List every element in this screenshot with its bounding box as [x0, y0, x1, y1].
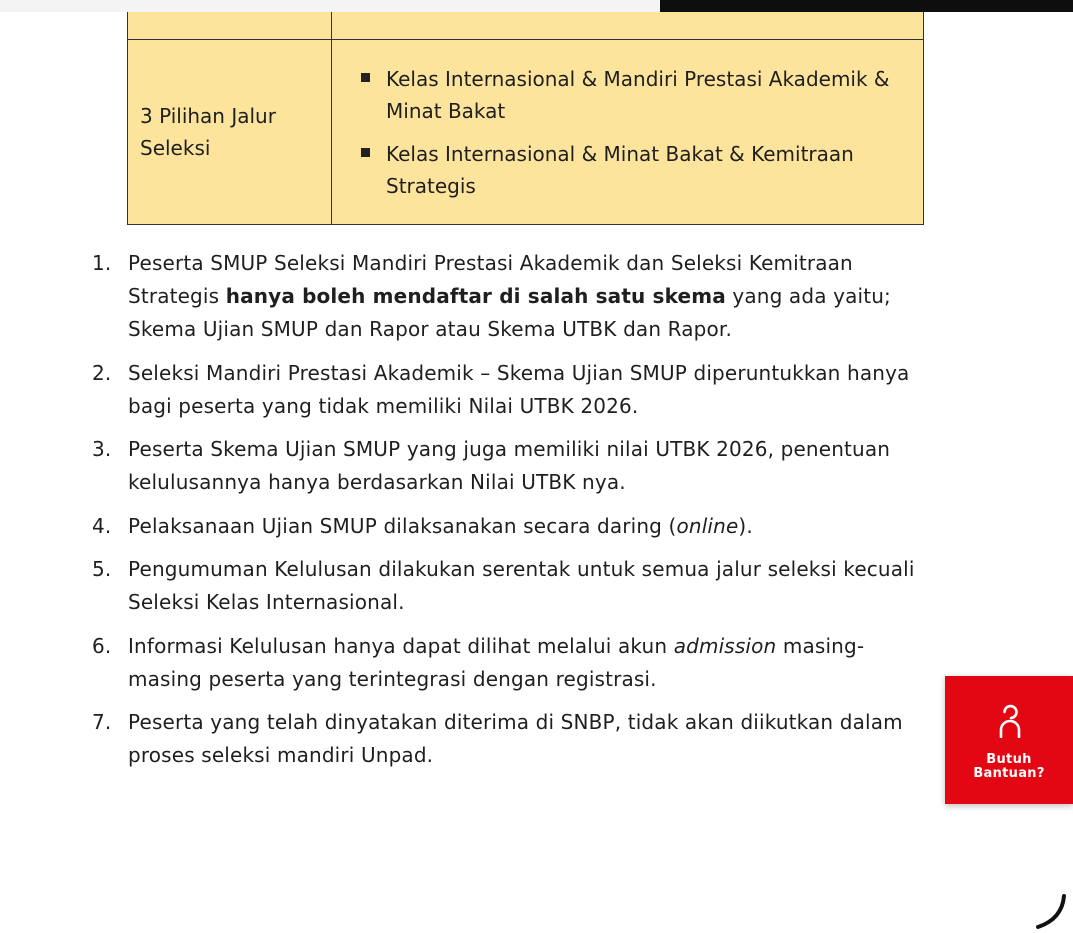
note-number: 4.: [92, 513, 112, 538]
help-label: [945, 753, 1073, 781]
table-cell: [332, 12, 924, 40]
note-text: masing-masing peserta yang terintegrasi dengan registrasi.: [128, 633, 865, 691]
help-label-line: Butuh: [986, 752, 1032, 767]
note-text: ).: [738, 513, 753, 538]
top-bar-light: [0, 0, 660, 12]
note-item: [92, 706, 937, 772]
note-text: Seleksi Mandiri Prestasi Akademik – Skema Ujian SMUP diperuntukkan hanya bagi peserta yang tidak memiliki Nilai UTBK 2026.: [128, 360, 910, 418]
support-person-icon: [998, 702, 1022, 738]
note-emphasis: hanya boleh mendaftar di salah satu skema: [225, 284, 726, 308]
note-italic: admission: [673, 633, 777, 658]
note-text: Pelaksanaan Ujian SMUP dilaksanakan secara daring (: [128, 513, 677, 538]
list-item: Kelas Internasional & Mandiri Prestasi Akademik & Minat Bakat: [386, 63, 903, 127]
note-item: [92, 510, 937, 543]
note-item: [92, 433, 937, 499]
loading-spinner-icon: [1034, 893, 1070, 931]
note-number: 1.: [92, 251, 112, 275]
note-item: [92, 553, 937, 619]
note-item: [92, 630, 937, 696]
notes-list: [92, 247, 937, 783]
note-item: [92, 247, 937, 346]
note-item: [92, 357, 937, 423]
top-bar-dark: [660, 0, 1073, 12]
note-italic: online: [676, 513, 739, 538]
note-number: 5.: [92, 557, 112, 581]
options-cell: [332, 40, 924, 225]
note-number: 6.: [92, 633, 112, 658]
list-item: Kelas Internasional & Minat Bakat & Kemitraan Strategis: [386, 138, 903, 202]
table-row-partial: [128, 12, 924, 40]
note-text: Peserta Skema Ujian SMUP yang juga memiliki nilai UTBK 2026, penentuan kelulusannya hanya berdasarkan Nilai UTBK nya.: [128, 437, 891, 494]
table-cell: [128, 12, 332, 40]
note-text: yang ada yaitu; Skema Ujian SMUP dan Rapor atau Skema UTBK dan Rapor.: [128, 284, 891, 341]
row-label: 3 Pilihan Jalur Seleksi: [128, 40, 332, 225]
note-text: Peserta yang telah dinyatakan diterima di SNBP, tidak akan diikutkan dalam proses seleksi mandiri Unpad.: [128, 710, 903, 767]
help-button[interactable]: [945, 676, 1073, 804]
note-text: Pengumuman Kelulusan dilakukan serentak untuk semua jalur seleksi kecuali Seleksi Kelas Internasional.: [128, 557, 915, 614]
note-number: 3.: [92, 437, 112, 461]
table-row: [128, 40, 924, 225]
selection-table: [127, 12, 924, 225]
note-number: 7.: [92, 710, 112, 734]
options-list: [332, 45, 923, 220]
note-number: 2.: [92, 360, 112, 385]
note-text: Peserta SMUP Seleksi Mandiri Prestasi Akademik dan Seleksi Kemitraan Strategis: [128, 251, 853, 308]
help-label-line: Bantuan?: [973, 766, 1045, 781]
note-text: Informasi Kelulusan hanya dapat dilihat melalui akun: [128, 633, 674, 658]
